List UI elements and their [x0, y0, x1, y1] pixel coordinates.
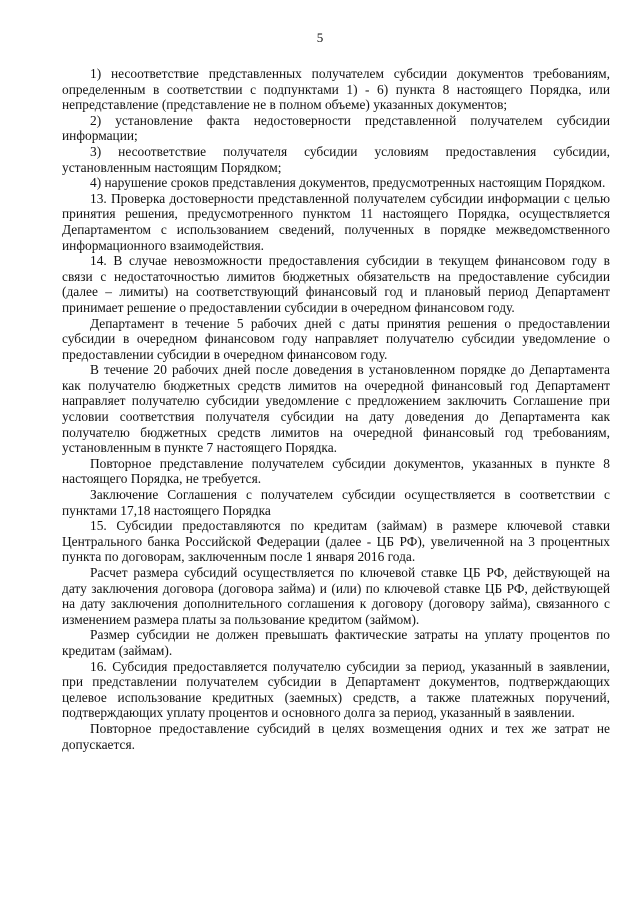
paragraph-15-calculation: Расчет размера субсидий осуществляется по ключевой ставке ЦБ РФ, действующей на дату заключения договора (договора займа) и (или) по ключевой ставке ЦБ РФ, действующей на дату заключения дополнительного соглашения к договору (договору займа), связанного с изменением размера платы за пользование кредитом (займом).	[62, 565, 610, 627]
paragraph-item-4: 4) нарушение сроков представления документов, предусмотренных настоящим Порядком.	[90, 175, 606, 191]
paragraph-14: 14. В случае невозможности предоставления субсидии в текущем финансовом году в связи с недостаточностью лимитов бюджетных обязательств на предоставление субсидии (далее – лимиты) на соответствующий финансовый год и плановый период Департамент принимает решение о предоставлении субсидии в очередном финансовом году.	[62, 253, 610, 315]
paragraph-item-3: 3) несоответствие получателя субсидии условиям предоставления субсидии, установленным настоящим Порядком;	[62, 143, 610, 175]
page-number: 5	[316, 30, 324, 45]
paragraph-16: 16. Субсидия предоставляется получателю субсидии за период, указанный в заявлении, при представлении получателем субсидии в Департамент документов, подтверждающих целевое использование кредитных (заемных) средств, а также платежных поручений, подтверждающих уплату процентов и основного долга за период, указанный в заявлении.	[62, 658, 610, 721]
paragraph-item-2: 2) установление факта недостоверности представленной получателем субсидии информации;	[62, 112, 610, 144]
paragraph-item-1: 1) несоответствие представленных получателем субсидии документов требованиям, определенным в соответствии с подпунктами 1) - 6) пункта 8 настоящего Порядка, или непредставление (представление не в полном объеме) указанных документов;	[62, 66, 610, 113]
paragraph-14-agreement: В течение 20 рабочих дней после доведения в установленном порядке до Департамента как получателю бюджетных средств лимитов на очередной финансовый год Департамент направляет получателю субсидии уведомление с предложением заключить Соглашение при условии соответствия получателя субсидии на дату доведения до Департамента как получателю бюджетных средств лимитов на очередной финансовый год требованиям, установленным в пункте 7 настоящего Порядка.	[62, 362, 610, 456]
paragraph-13: 13. Проверка достоверности представленной получателем субсидии информации с целью принятия решения, предусмотренного пунктом 11 настоящего Порядка, осуществляется Департаментом с использованием сведений, полученных в порядке межведомственного информационного взаимодействия.	[62, 190, 610, 253]
paragraph-14-documents: Повторное представление получателем субсидии документов, указанных в пункте 8 настоящего Порядка, не требуется.	[62, 455, 610, 487]
paragraph-14-notice: Департамент в течение 5 рабочих дней с даты принятия решения о предоставлении субсидии в очередном финансовом году направляет получателю субсидии уведомление о предоставлении субсидии в очередном финансовом году.	[62, 315, 610, 362]
paragraph-15-limit: Размер субсидии не должен превышать фактические затраты на уплату процентов по кредитам (займам).	[62, 627, 610, 658]
paragraph-15: 15. Субсидии предоставляются по кредитам (займам) в размере ключевой ставки Центрального банка Российской Федерации (далее - ЦБ РФ), увеличенной на 3 процентных пункта по договорам, заключенным после 1 января 2016 года.	[62, 518, 610, 565]
document-body	[62, 66, 610, 752]
paragraph-16-repeat: Повторное предоставление субсидий в целях возмещения одних и тех же затрат не допускается.	[62, 720, 610, 752]
paragraph-14-conclusion: Заключение Соглашения с получателем субсидии осуществляется в соответствии с пунктами 17,18 настоящего Порядка	[62, 487, 610, 518]
